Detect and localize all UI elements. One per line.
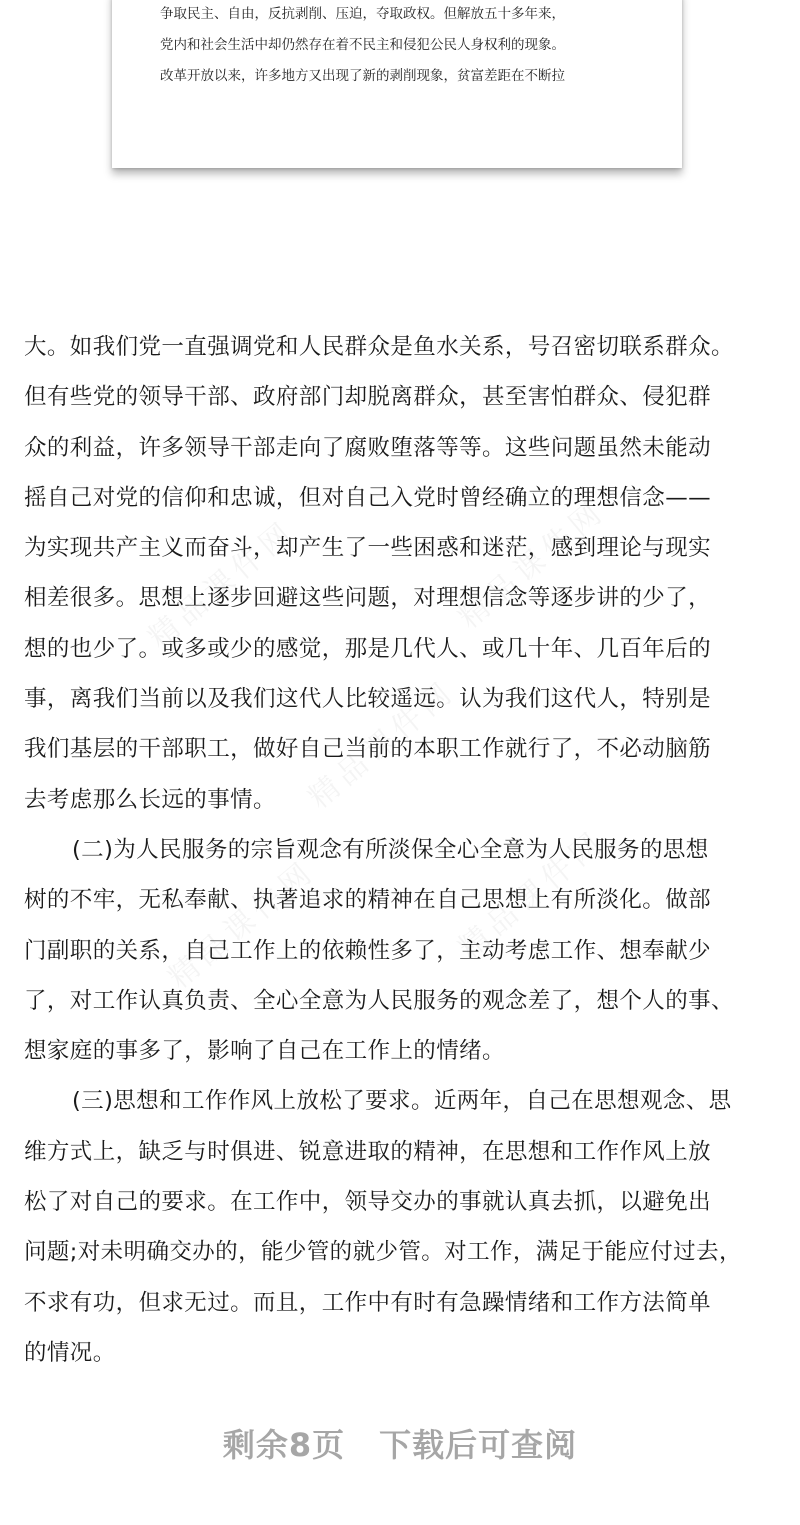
text-line: 的情况。: [24, 1339, 116, 1366]
text-line: 相差很多。思想上逐步回避这些问题，对理想信念等逐步讲的少了，: [24, 585, 712, 612]
text-line: 问题;对未明确交办的，能少管的就少管。对工作，满足于能应付过去，: [24, 1239, 742, 1266]
text-line: 但有些党的领导干部、政府部门却脱离群众，甚至害怕群众、侵犯群: [24, 384, 712, 411]
download-label: 下载后可查阅: [379, 1426, 578, 1464]
paragraph-start: (二)为人民服务的宗旨观念有所淡保全心全意为人民服务的思想: [72, 836, 709, 863]
text-line: 树的不牢，无私奉献、执著追求的精神在自己思想上有所淡化。做部: [24, 887, 712, 914]
text-line: 事，离我们当前以及我们这代人比较遥远。认为我们这代人，特别是: [24, 686, 712, 713]
text-line: 大。如我们党一直强调党和人民群众是鱼水关系，号召密切联系群众。: [24, 334, 734, 360]
preview-line-2: 党内和社会生活中却仍然存在着不民主和侵犯公民人身权利的现象。: [160, 37, 565, 53]
text-line: 了，对工作认真负责、全心全意为人民服务的观念差了，想个人的事、: [24, 987, 734, 1014]
text-line: 不求有功，但求无过。而且，工作中有时有急躁情绪和工作方法简单: [24, 1289, 712, 1316]
text-line: 松了对自己的要求。在工作中，领导交办的事就认真去抓，以避免出: [24, 1189, 712, 1216]
text-line: 摇自己对党的信仰和忠诚，但对自己入党时曾经确立的理想信念——: [24, 484, 712, 511]
text-line: 众的利益，许多领导干部走向了腐败堕落等等。这些问题虽然未能动: [24, 434, 712, 461]
document-body: [24, 322, 784, 1378]
text-line: 维方式上，缺乏与时俱进、锐意进取的精神，在思想和工作作风上放: [24, 1138, 712, 1165]
text-line: 想的也少了。或多或少的感觉，那是几代人、或几十年、几百年后的: [24, 635, 712, 662]
download-prompt[interactable]: [0, 1420, 800, 1466]
paragraph-start: (三)思想和工作作风上放松了要求。近两年，自己在思想观念、思: [72, 1088, 732, 1115]
text-line: 去考虑那么长远的事情。: [24, 786, 276, 813]
text-line: 为实现共产主义而奋斗，却产生了一些困惑和迷茫，感到理论与现实: [24, 535, 712, 562]
preview-line-3: 改革开放以来，许多地方又出现了新的剥削现象，贫富差距在不断拉: [160, 68, 565, 84]
text-line: 我们基层的干部职工，做好自己当前的本职工作就行了，不必动脑筋: [24, 736, 712, 763]
text-line: 想家庭的事多了，影响了自己在工作上的情绪。: [24, 1038, 505, 1065]
remaining-pages-label: 剩余8页: [222, 1426, 346, 1464]
text-line: 门副职的关系，自己工作上的依赖性多了，主动考虑工作、想奉献少: [24, 937, 712, 964]
preview-card: [112, 0, 682, 168]
preview-line-1: 争取民主、自由，反抗剥削、压迫，夺取政权。但解放五十多年来，: [160, 6, 565, 22]
